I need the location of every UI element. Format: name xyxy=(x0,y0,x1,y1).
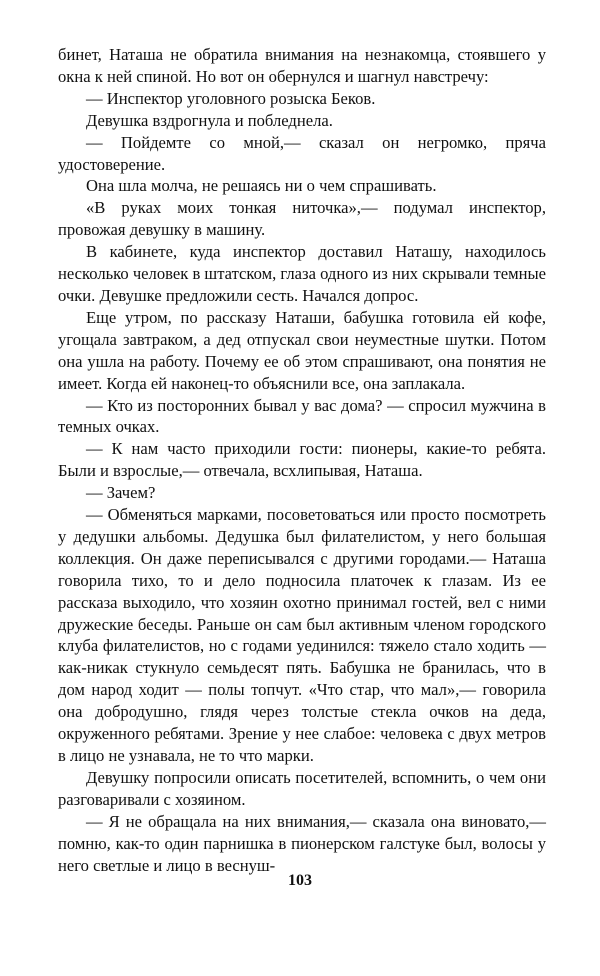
page-text xyxy=(58,44,546,876)
paragraph: — Я не обращала на них внимания,— сказала она виновато,— помню, как-то один парнишка в пионерском галстуке был, волосы у него светлые и лицо в веснуш- xyxy=(58,811,546,875)
page-number: 103 xyxy=(288,872,312,889)
paragraph: — Зачем? xyxy=(86,483,156,503)
paragraph: — Обменяться марками, посоветоваться или просто посмотреть у дедушки альбомы. Дедушка был филателистом, у него большая коллекция. Он даже переписывался с другими городами.— Наташа говорила тихо, то и дело подносила платочек к глазам. Из ее рассказа выходило, что хозяин охотно принимал гостей, вел с ними дружеские беседы. Раньше он сам был активным членом городского клуба филателистов, но с годами уединился: тяжело стало ходить — как-никак стукнуло семьдесят пять. Бабушка не бранилась, что в дом народ ходит — полы топчут. «Что стар, что мал»,— говорила она добродушно, глядя через толстые стекла очков на деда, окруженного ребятами. Зрение у нее слабое: человека с двух метров в лицо не узнавала, не то что марки. xyxy=(58,505,546,765)
paragraph: Еще утром, по рассказу Наташи, бабушка готовила ей кофе, угощала завтраком, а дед отпускал свои неуместные шутки. Потом она ушла на работу. Почему ее об этом спрашивают, она понятия не имеет. Когда ей наконец-то объяснили все, она заплакала. xyxy=(58,307,546,393)
paragraph: — Пойдемте со мной,— сказал он негромко, пряча удостоверение. xyxy=(58,132,546,174)
paragraph: Девушку попросили описать посетителей, вспомнить, о чем они разговаривали с хозяином. xyxy=(58,767,546,809)
paragraph: — Кто из посторонних бывал у вас дома? — спросил мужчина в темных очках. xyxy=(58,395,546,437)
paragraph: Девушка вздрогнула и побледнела. xyxy=(86,110,333,130)
paragraph: В кабинете, куда инспектор доставил Наташу, находилось несколько человек в штатском, глаза одного из них скрывали темные очки. Девушке предложили сесть. Начался допрос. xyxy=(58,242,546,305)
paragraph: — К нам часто приходили гости: пионеры, какие-то ребята. Были и взрослые,— отвечала, всхлипывая, Наташа. xyxy=(58,439,546,481)
paragraph: «В руках моих тонкая ниточка»,— подумал инспектор, провожая девушку в машину. xyxy=(58,198,546,240)
paragraph: — Инспектор уголовного розыска Беков. xyxy=(86,88,376,108)
paragraph: Она шла молча, не решаясь ни о чем спрашивать. xyxy=(86,176,437,196)
paragraph: бинет, Наташа не обратила внимания на незнакомца, стоявшего у окна к ней спиной. Но вот он обернулся и шагнул навстречу: xyxy=(58,45,546,86)
